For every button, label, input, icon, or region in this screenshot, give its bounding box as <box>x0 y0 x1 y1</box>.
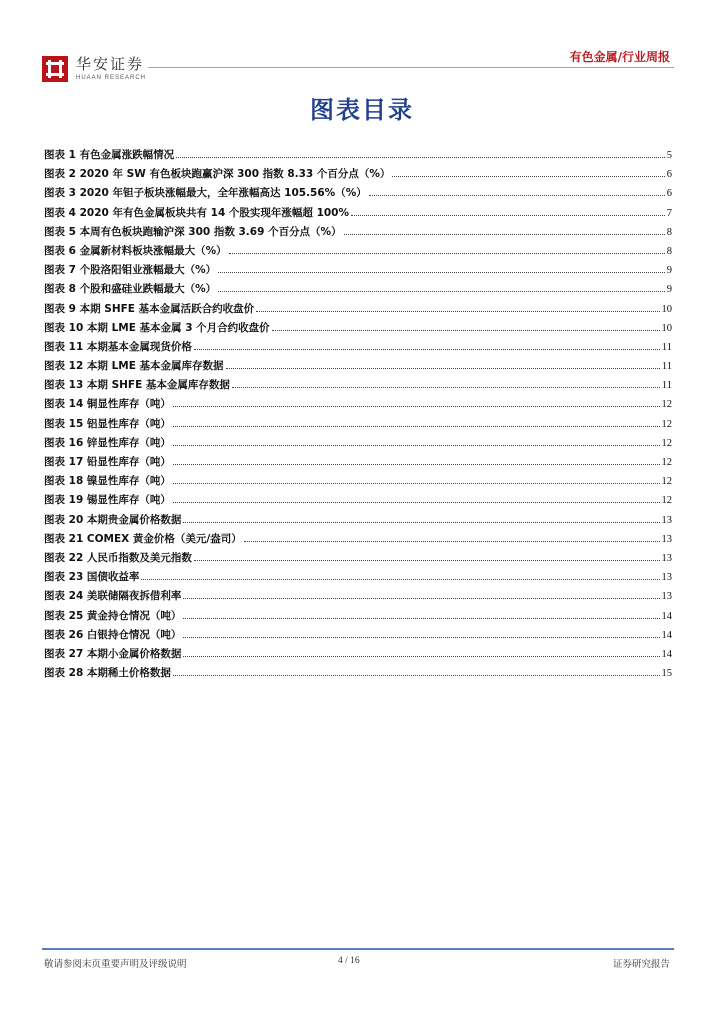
page-title: 图表目录 <box>310 96 414 124</box>
toc-dot-leader <box>173 406 660 407</box>
toc-dot-leader <box>183 637 659 638</box>
toc-entry[interactable] <box>44 242 672 261</box>
toc-entry-page[interactable]: 14 <box>661 648 672 660</box>
toc-dot-leader <box>392 176 664 177</box>
toc-dot-leader <box>173 483 660 484</box>
toc-entry-page[interactable]: 5 <box>666 150 672 161</box>
toc-entry-page[interactable]: 10 <box>661 303 672 315</box>
toc-entry-page[interactable]: 13 <box>661 591 672 603</box>
toc-dot-leader <box>173 445 660 446</box>
toc-entry[interactable] <box>44 626 672 645</box>
toc-dot-leader <box>232 387 660 388</box>
toc-entry[interactable] <box>44 453 672 472</box>
toc-entry-label[interactable]: 图表 3 2020 年钽子板块涨幅最大，全年涨幅高达 105.56%（%） <box>44 187 367 200</box>
toc-dot-leader <box>256 311 659 312</box>
toc-entry-page[interactable]: 12 <box>661 399 672 411</box>
toc-entry-label[interactable]: 图表 18 镍显性库存（吨） <box>44 475 171 488</box>
toc-list <box>44 146 672 683</box>
toc-entry[interactable] <box>44 338 672 357</box>
toc-entry[interactable] <box>44 511 672 530</box>
toc-entry-label[interactable]: 图表 6 金属新材料板块涨幅最大（%） <box>44 244 227 257</box>
toc-dot-leader <box>141 579 659 580</box>
toc-dot-leader <box>173 675 660 676</box>
toc-entry-label[interactable]: 图表 1 有色金属涨跌幅情况 <box>44 149 175 161</box>
toc-entry-page[interactable]: 7 <box>666 207 672 219</box>
toc-dot-leader <box>351 215 665 216</box>
toc-entry-label[interactable]: 图表 8 个股和盛硅业跌幅最大（%） <box>44 283 217 296</box>
toc-dot-leader <box>194 560 660 561</box>
toc-dot-leader <box>226 368 660 369</box>
toc-dot-leader <box>229 253 665 254</box>
toc-entry-label[interactable]: 图表 12 本期 LME 基本金属库存数据 <box>44 360 224 373</box>
toc-entry[interactable] <box>44 280 672 299</box>
toc-entry-label[interactable]: 图表 24 美联储隔夜拆借利率 <box>44 590 182 603</box>
toc-entry[interactable] <box>44 300 672 319</box>
toc-entry-page[interactable]: 13 <box>661 552 672 564</box>
toc-entry-page[interactable]: 11 <box>661 361 672 373</box>
toc-entry-page[interactable]: 14 <box>661 629 672 641</box>
toc-entry-label[interactable]: 图表 23 国债收益率 <box>44 571 140 584</box>
toc-entry-label[interactable]: 图表 15 铝显性库存（吨） <box>44 417 171 430</box>
disclaimer-note: 敬请参阅末页重要声明及评级说明 <box>44 959 187 970</box>
toc-dot-leader <box>194 349 660 350</box>
toc-dot-leader <box>272 330 660 331</box>
toc-entry-label[interactable]: 图表 27 本期小金属价格数据 <box>44 647 182 660</box>
footer-divider <box>42 948 674 950</box>
toc-entry-label[interactable]: 图表 5 本周有色板块跑输沪深 300 指数 3.69 个百分点（%） <box>44 225 342 238</box>
toc-dot-leader <box>183 522 659 523</box>
page-footer <box>42 948 674 976</box>
toc-entry[interactable] <box>44 415 672 434</box>
toc-entry-page[interactable]: 12 <box>661 457 672 468</box>
toc-entry[interactable] <box>44 664 672 683</box>
toc-entry-page[interactable]: 13 <box>661 533 672 545</box>
toc-entry[interactable] <box>44 146 672 165</box>
toc-entry-page[interactable]: 12 <box>661 495 672 507</box>
toc-entry-label[interactable]: 图表 20 本期贵金属价格数据 <box>44 513 182 526</box>
toc-entry-label[interactable]: 图表 9 本期 SHFE 基本金属活跃合约收盘价 <box>44 302 255 315</box>
toc-entry[interactable] <box>44 395 672 414</box>
toc-entry[interactable] <box>44 223 672 242</box>
toc-entry-label[interactable]: 图表 26 白银持仓情况（吨） <box>44 628 182 641</box>
toc-entry[interactable] <box>44 568 672 587</box>
toc-entry[interactable] <box>44 645 672 664</box>
toc-dot-leader <box>173 426 660 427</box>
header-divider <box>148 67 674 68</box>
toc-dot-leader <box>344 234 665 235</box>
toc-entry-page[interactable]: 12 <box>661 476 672 488</box>
toc-entry-page[interactable]: 10 <box>661 322 672 334</box>
toc-entry-label[interactable]: 图表 28 本期稀土价格数据 <box>44 667 171 680</box>
toc-entry-page[interactable]: 13 <box>661 572 672 584</box>
toc-entry-page[interactable]: 11 <box>661 380 672 392</box>
toc-entry-label[interactable]: 图表 2 2020 年 SW 有色板块跑赢沪深 300 指数 8.33 个百分点（%） <box>44 168 391 181</box>
logo-chinese-name: 华安证券 <box>76 55 145 73</box>
toc-entry-page[interactable]: 14 <box>661 610 672 622</box>
toc-dot-leader <box>218 291 665 292</box>
toc-entry[interactable] <box>44 587 672 606</box>
logo-seal-icon <box>42 56 68 82</box>
toc-dot-leader <box>173 502 660 503</box>
toc-dot-leader <box>173 464 660 465</box>
document-type: 证券研究报告 <box>612 959 670 970</box>
toc-entry[interactable] <box>44 530 672 549</box>
toc-entry-label[interactable]: 图表 14 铜显性库存（吨） <box>44 398 171 411</box>
toc-dot-leader <box>183 618 659 619</box>
toc-entry[interactable] <box>44 204 672 223</box>
toc-entry-page[interactable]: 8 <box>666 245 672 257</box>
toc-entry-page[interactable]: 6 <box>666 169 672 181</box>
toc-entry-page[interactable]: 6 <box>666 188 672 200</box>
toc-entry-label[interactable]: 图表 16 锌显性库存（吨） <box>44 436 171 449</box>
toc-entry-page[interactable]: 15 <box>661 668 672 680</box>
toc-dot-leader <box>176 157 665 158</box>
toc-entry-page[interactable]: 12 <box>661 418 672 430</box>
toc-entry-label[interactable]: 图表 19 锡显性库存（吨） <box>44 494 171 507</box>
toc-entry[interactable] <box>44 165 672 184</box>
toc-entry-page[interactable]: 11 <box>661 341 672 353</box>
toc-entry-label[interactable]: 图表 7 个股洛阳钼业涨幅最大（%） <box>44 264 217 277</box>
toc-entry-page[interactable]: 13 <box>661 514 672 526</box>
logo-english-name: HUAAN RESEARCH <box>76 75 147 81</box>
toc-entry-page[interactable]: 12 <box>661 437 672 449</box>
toc-entry-label[interactable]: 图表 13 本期 SHFE 基本金属库存数据 <box>44 379 230 392</box>
toc-entry-page[interactable]: 9 <box>666 284 672 296</box>
toc-dot-leader <box>244 541 660 542</box>
toc-entry-label[interactable]: 图表 21 COMEX 黄金价格（美元/盎司） <box>44 532 242 545</box>
toc-entry[interactable] <box>44 319 672 338</box>
toc-entry[interactable] <box>44 376 672 395</box>
toc-dot-leader <box>183 598 659 599</box>
toc-entry-label[interactable]: 图表 25 黄金持仓情况（吨） <box>44 609 182 622</box>
toc-entry[interactable] <box>44 184 672 203</box>
toc-entry[interactable] <box>44 607 672 626</box>
toc-entry-label[interactable]: 图表 10 本期 LME 基本金属 3 个月合约收盘价 <box>44 321 270 334</box>
toc-entry-label[interactable]: 图表 11 本期基本金属现货价格 <box>44 340 192 353</box>
toc-dot-leader <box>218 272 665 273</box>
page-number: 4 / 16 <box>338 956 360 966</box>
toc-entry[interactable] <box>44 549 672 568</box>
company-logo <box>42 56 146 82</box>
toc-entry[interactable] <box>44 261 672 280</box>
toc-entry-label[interactable]: 图表 4 2020 年有色金属板块共有 14 个股实现年涨幅超 100% <box>44 206 350 219</box>
page-header <box>42 40 674 86</box>
toc-entry[interactable] <box>44 472 672 491</box>
toc-dot-leader <box>369 195 665 196</box>
toc-entry-page[interactable]: 8 <box>666 226 672 238</box>
toc-entry[interactable] <box>44 357 672 376</box>
toc-entry-label[interactable]: 图表 22 人民币指数及美元指数 <box>44 551 192 564</box>
report-type: 有色金属/行业周报 <box>569 50 670 64</box>
toc-entry[interactable] <box>44 491 672 510</box>
toc-entry-page[interactable]: 9 <box>666 265 672 277</box>
toc-dot-leader <box>183 656 659 657</box>
toc-entry[interactable] <box>44 434 672 453</box>
toc-entry-label[interactable]: 图表 17 铅显性库存（吨） <box>44 456 171 468</box>
